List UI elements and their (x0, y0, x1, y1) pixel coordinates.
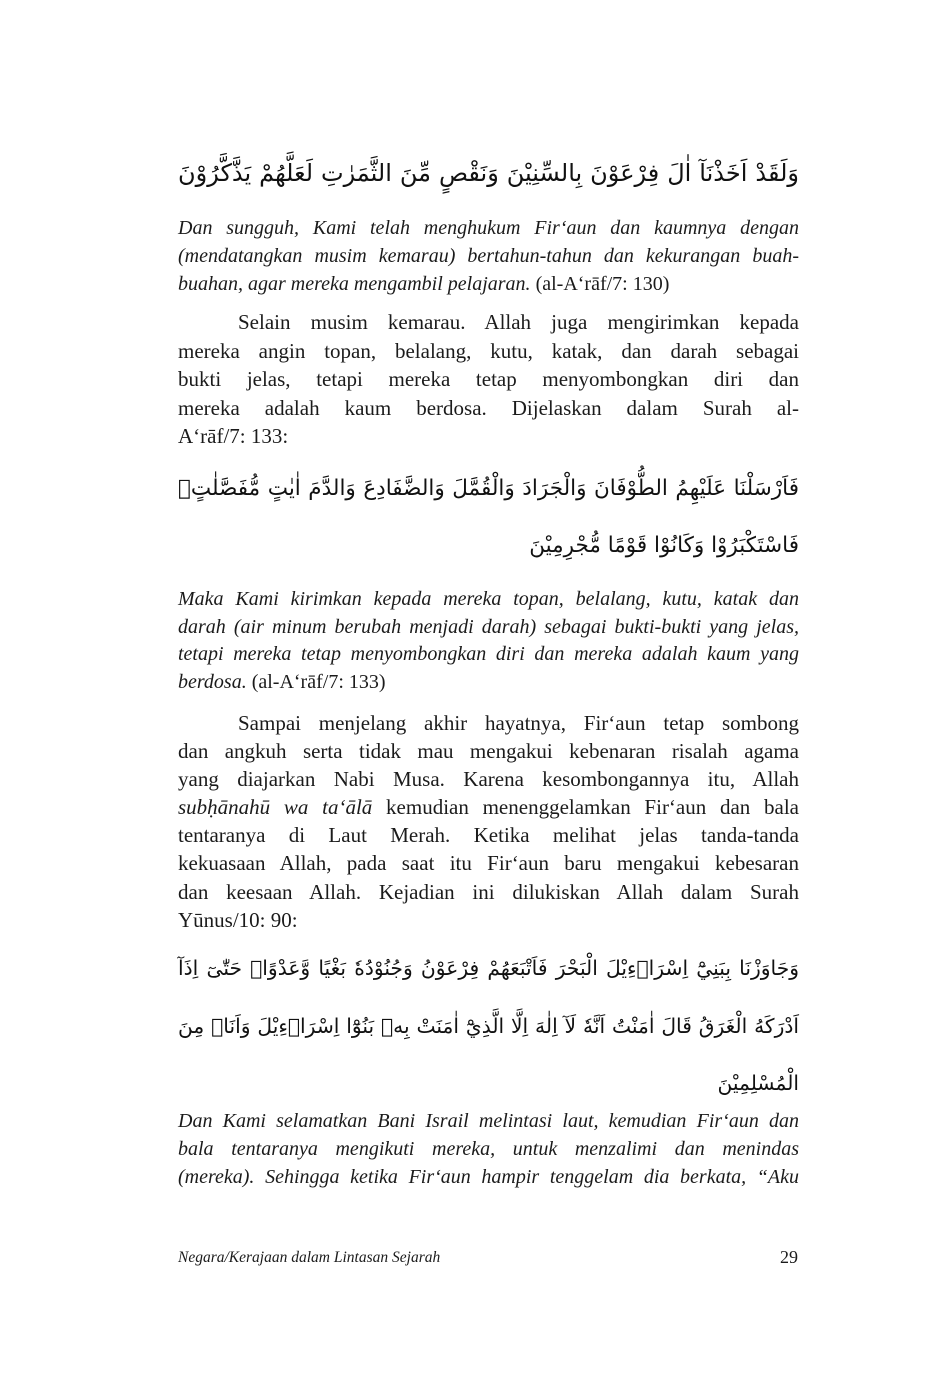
body-paragraph-1 (178, 308, 799, 451)
translation-text: buahan, agar mereka mengambil pelajaran. (178, 273, 531, 295)
verse-arabic-130 (178, 145, 799, 201)
paragraph-line: dan angkuh serta tidak mau mengakui kebenaran risalah agama (178, 739, 799, 764)
verse-arabic-yunus-90 (178, 940, 799, 1113)
paragraph-line: A‘rāf/7: 133: (178, 424, 289, 449)
translation-line: (mendatangkan musim kemarau) bertahun-tahun dan kekurangan buah- (178, 245, 799, 267)
paragraph-line: yang diajarkan Nabi Musa. Karena kesombongannya itu, Allah (178, 767, 799, 792)
translation-line: Maka Kami kirimkan kepada mereka topan, belalang, kutu, katak dan (178, 588, 799, 610)
translation-130 (178, 214, 799, 298)
translation-text: berdosa. (178, 671, 247, 694)
arabic-verse-line: فَاَرْسَلْنَا عَلَيْهِمُ الطُّوْفَانَ وَالْجَرَادَ وَالْقُمَّلَ وَالضَّفَادِعَ وَالدَّمَ اٰيٰتٍ مُّفَصَّلٰتٍۗ (178, 476, 799, 501)
translation-yunus-90 (178, 1107, 799, 1191)
translation-line: (mereka). Sehingga ketika Fir‘aun hampir tenggelam dia berkata, “Aku (178, 1166, 799, 1188)
paragraph-text: kemudian menenggelamkan Fir‘aun dan bala (386, 795, 800, 820)
italic-phrase: subḥānahū wa ta‘ālā (178, 795, 373, 820)
translation-line: Dan sungguh, Kami telah menghukum Fir‘aun dan kaumnya dengan (178, 217, 799, 239)
verse-reference: (al-A‘rāf/7: 130) (535, 273, 670, 295)
paragraph-line: Sampai menjelang akhir hayatnya, Fir‘aun tetap sombong (238, 711, 799, 735)
arabic-verse-line: اَدْرَكَهُ الْغَرَقُ قَالَ اٰمَنْتُ اَنَّهٗ لَآ اِلٰهَ اِلَّا الَّذِيْٓ اٰمَنَتْ بِهٖ بَنُوْٓا اِسْرَاۤءِيْلَ وَاَنَا۠ مِنَ (178, 1013, 799, 1038)
page-number: 29 (780, 1247, 798, 1267)
paragraph-line: Selain musim kemarau. Allah juga mengirimkan kepada (238, 310, 799, 334)
translation-133 (178, 586, 799, 697)
paragraph-line: kekuasaan Allah, pada saat itu Fir‘aun baru mengakui kebesaran (178, 851, 799, 876)
paragraph-line (178, 793, 799, 821)
paragraph-line: mereka adalah kaum berdosa. Dijelaskan dalam Surah al- (178, 395, 799, 420)
body-paragraph-2 (178, 709, 799, 934)
arabic-verse-line: الْمُسْلِمِيْنَ (717, 1071, 799, 1095)
arabic-verse-line: وَلَقَدْ اَخَذْنَآ اٰلَ فِرْعَوْنَ بِالسِّنِيْنَ وَنَقْصٍ مِّنَ الثَّمَرٰتِ لَعَلَّهُمْ يَذَّكَّرُوْنَ (178, 159, 799, 187)
paragraph-line: tentaranya di Laut Merah. Ketika melihat jelas tanda-tanda (178, 823, 799, 848)
translation-line (178, 669, 799, 697)
paragraph-line: bukti jelas, tetapi mereka tetap menyombongkan diri dan (178, 367, 799, 392)
arabic-verse-line: فَاسْتَكْبَرُوْا وَكَانُوْا قَوْمًا مُّجْرِمِيْنَ (529, 533, 799, 558)
verse-arabic-133 (178, 460, 799, 574)
translation-line: bala tentaranya mengikuti mereka, untuk menzalimi dan menindas (178, 1138, 799, 1160)
running-title: Negara/Kerajaan dalam Lintasan Sejarah (178, 1249, 441, 1266)
paragraph-line: dan keesaan Allah. Kejadian ini dilukiskan Allah dalam Surah (178, 879, 799, 904)
paragraph-line: Yūnus/10: 90: (178, 907, 298, 932)
translation-line: Dan Kami selamatkan Bani Israil melintasi laut, kemudian Fir‘aun dan (178, 1110, 799, 1132)
translation-line: darah (air minum berubah menjadi darah) sebagai bukti-bukti yang jelas, (178, 615, 799, 638)
translation-line (178, 270, 799, 298)
translation-line: tetapi mereka tetap menyombongkan diri dan mereka adalah kaum yang (178, 643, 799, 666)
arabic-verse-line: وَجَاوَزْنَا بِبَنِيْٓ اِسْرَاۤءِيْلَ الْبَحْرَ فَاَتْبَعَهُمْ فِرْعَوْنُ وَجُنُوْدُهٗ بَغْيًا وَّعَدْوًاۗ حَتّٰىٓ اِذَآ (178, 956, 799, 980)
paragraph-line: mereka angin topan, belalang, kutu, katak, dan darah sebagai (178, 338, 799, 363)
verse-reference: (al-A‘rāf/7: 133) (251, 671, 386, 694)
